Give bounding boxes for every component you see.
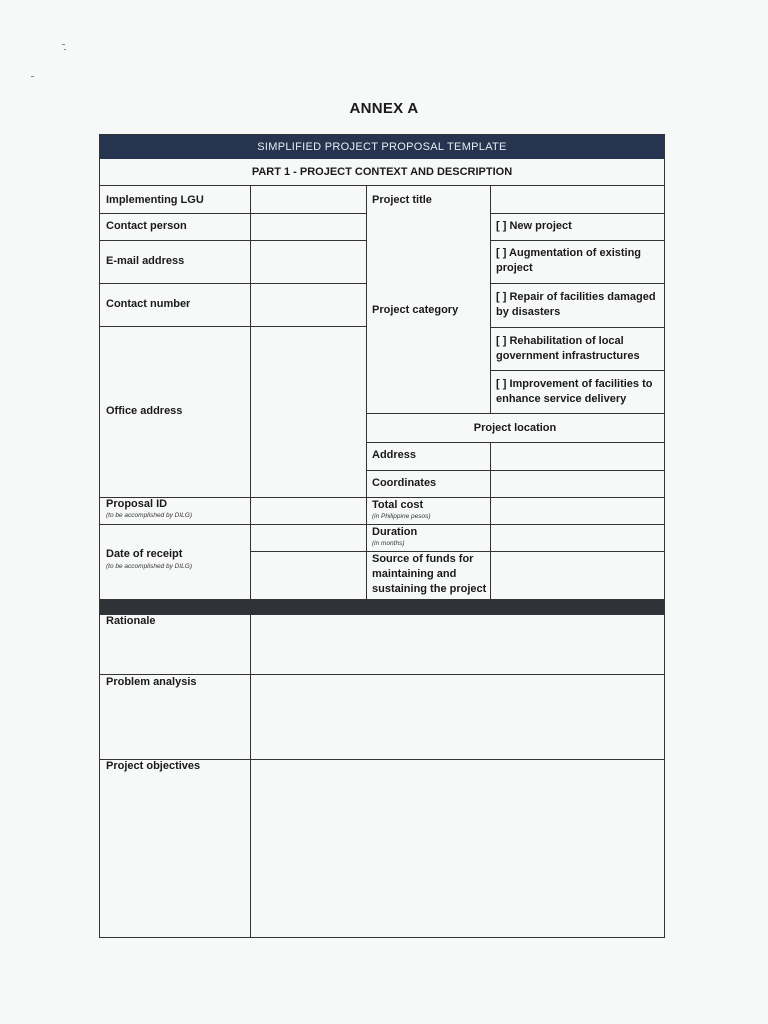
input-office-address[interactable] — [251, 327, 366, 497]
label-total-cost: Total cost — [372, 499, 424, 511]
input-implementing-lgu[interactable] — [251, 186, 366, 213]
input-project-objectives[interactable] — [251, 760, 664, 937]
row-divider — [366, 413, 664, 414]
note-total-cost: (in Philippine pesos) — [372, 513, 431, 520]
label-project-location: Project location — [473, 422, 557, 434]
category-option-improvement[interactable]: [ ] Improvement of facilities to enhance service delivery — [496, 378, 653, 405]
label-duration: Duration — [372, 526, 418, 538]
input-duration[interactable] — [491, 525, 664, 551]
input-coordinates[interactable] — [491, 471, 664, 497]
input-proposal-id[interactable] — [251, 498, 366, 524]
row-divider — [490, 213, 664, 214]
input-date-of-receipt[interactable] — [251, 525, 366, 551]
section-divider-bar — [100, 599, 664, 615]
label-date-of-receipt: Date of receipt — [106, 548, 183, 560]
column-divider — [490, 185, 491, 413]
scan-speck — [62, 44, 65, 45]
input-problem-analysis[interactable] — [251, 675, 664, 759]
input-rationale[interactable] — [251, 616, 664, 674]
template-title-bar: SIMPLIFIED PROJECT PROPOSAL TEMPLATE — [100, 135, 664, 159]
part-title: PART 1 - PROJECT CONTEXT AND DESCRIPTION — [251, 166, 513, 178]
column-divider — [366, 185, 367, 599]
label-contact-number: Contact number — [106, 298, 191, 310]
proposal-form — [99, 134, 665, 938]
category-option-new-project[interactable]: [ ] New project — [496, 220, 572, 232]
label-project-category: Project category — [372, 304, 459, 316]
label-address: Address — [372, 449, 417, 461]
category-option-augmentation[interactable]: [ ] Augmentation of existing project — [496, 247, 642, 274]
label-project-objectives: Project objectives — [106, 760, 201, 772]
row-divider — [490, 370, 664, 371]
label-project-title: Project title — [372, 194, 432, 206]
row-divider — [490, 283, 664, 284]
label-implementing-lgu: Implementing LGU — [106, 194, 204, 206]
row-divider — [100, 599, 664, 600]
row-divider — [490, 240, 664, 241]
note-proposal-id: (to be accomplished by DILG) — [106, 512, 192, 519]
input-contact-person[interactable] — [251, 214, 366, 240]
category-option-rehabilitation[interactable]: [ ] Rehabilitation of local government infrastructures — [496, 335, 640, 362]
label-rationale: Rationale — [106, 615, 156, 627]
input-contact-number[interactable] — [251, 284, 366, 326]
scan-speck — [31, 76, 34, 77]
row-divider — [490, 327, 664, 328]
input-email-address[interactable] — [251, 241, 366, 283]
scan-speck — [64, 49, 66, 50]
label-coordinates: Coordinates — [372, 477, 437, 489]
label-problem-analysis: Problem analysis — [106, 676, 197, 688]
annex-heading: ANNEX A — [349, 100, 419, 117]
note-date-of-receipt: (to be accomplished by DILG) — [106, 563, 192, 570]
category-option-repair[interactable]: [ ] Repair of facilities damaged by disasters — [496, 291, 656, 318]
label-contact-person: Contact person — [106, 220, 187, 232]
label-source-of-funds: Source of funds for maintaining and sustaining the project — [372, 553, 487, 595]
label-proposal-id: Proposal ID — [106, 498, 168, 510]
input-address[interactable] — [491, 443, 664, 470]
input-total-cost[interactable] — [491, 498, 664, 524]
note-duration: (in months) — [372, 540, 405, 547]
input-project-title[interactable] — [491, 186, 664, 213]
label-office-address: Office address — [106, 405, 183, 417]
input-source-of-funds[interactable] — [491, 552, 664, 599]
label-email-address: E-mail address — [106, 255, 185, 267]
